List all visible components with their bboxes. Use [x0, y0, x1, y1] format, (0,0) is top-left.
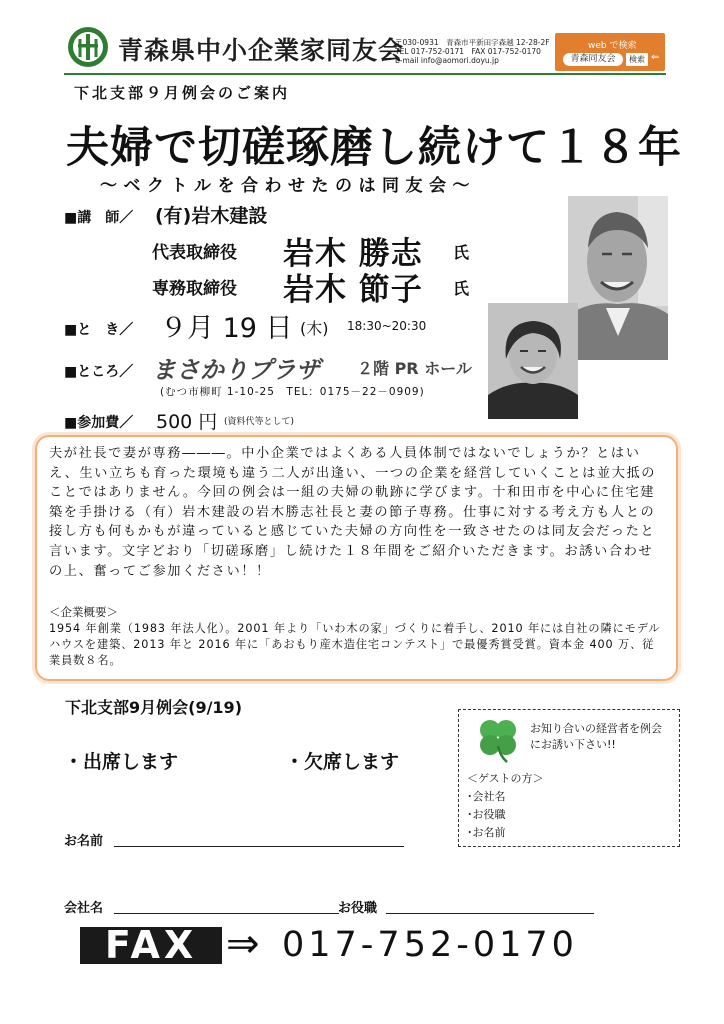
- event-title: 夫婦で切磋琢磨し続けて１８年: [66, 123, 682, 173]
- name-field[interactable]: [114, 846, 404, 847]
- speaker-honorific: 氏: [453, 243, 470, 262]
- speaker-honorific: 氏: [453, 279, 470, 298]
- venue-label: ■ところ／: [64, 364, 134, 380]
- event-time: 18:30~20:30: [347, 319, 427, 333]
- fee-label: ■参加費／: [64, 415, 134, 431]
- fee-note: (資料代等として): [224, 417, 295, 427]
- event-weekday: (木): [300, 319, 329, 338]
- guest-field-company: ･会社名: [467, 790, 506, 803]
- venue-address: (むつ市柳町 1-10-25 TEL：0175－22－0909): [160, 386, 425, 398]
- company-field-label: 会社名: [64, 901, 104, 916]
- event-description: 夫が社長で妻が専務―――。中小企業ではよくある人員体制ではないでしょうか？とはいえ、生い立ちも育った環境も違う二人が出逢い、一つの企業を経営していくことは並大抵のことではありません。今回の例会は一組の夫婦の軌跡に学びます。十和田市を中心に住宅建築を手掛ける（有）岩木建設の岩木勝志社長と妻の節子専務。仕事に対する考え方も人との接し方も何もかもが違っていると感じていた夫婦の方向性を一致させたのは同友会だったと言います。文字どおり「切磋琢磨」し続けた１８年間をご紹介いただきます。お誘い合わせの上、奮ってご参加ください！！: [49, 446, 657, 579]
- date-label: ■と き／: [64, 322, 134, 338]
- speaker-name: 岩木 勝志: [283, 236, 423, 272]
- web-search-field: 青森同友会: [563, 53, 623, 66]
- absent-option[interactable]: ・欠席します: [285, 751, 400, 773]
- company-overview: 1954 年創業（1983 年法人化）。2001 年より「いわ木の家」づくりに着手し、2010 年には自社の隣にモデルハウスを建築、2013 年と 2016 年に「あおもり産木造住宅コンテスト」で最優秀賞受賞。資本金 400 万、従業員数８名。: [49, 622, 661, 667]
- fax-number: 017-752-0170: [282, 925, 578, 965]
- venue-name: まさかりプラザ: [152, 356, 320, 384]
- speaker-name: 岩木 節子: [283, 272, 423, 308]
- company-overview-heading: ＜企業概要＞: [49, 605, 118, 619]
- speaker-role: 代表取締役: [152, 243, 237, 263]
- org-address-line: E-mail info@aomori.doyu.jp: [395, 56, 499, 65]
- branch-notice: 下北支部９月例会のご案内: [74, 84, 291, 102]
- position-field[interactable]: [386, 913, 594, 914]
- speaker-photo-wife: [488, 303, 578, 419]
- venue-hall: ２階 PR ホール: [357, 359, 472, 378]
- fax-arrow-icon: ⇒: [226, 921, 260, 967]
- org-address-line: TEL 017-752-0171 FAX 017-752-0170: [395, 47, 541, 56]
- speaker-company: (有)岩木建設: [155, 205, 268, 227]
- four-leaf-clover-icon: [476, 716, 520, 764]
- guest-heading: ＜ゲストの方＞: [467, 772, 544, 785]
- event-subtitle: ～ベクトルを合わせたのは同友会～: [100, 176, 476, 196]
- guest-invite-text: お知り合いの経営者を例会にお誘い下さい!!: [530, 722, 662, 751]
- org-address: [395, 38, 550, 65]
- org-logo: [66, 25, 110, 69]
- speaker-label: ■講 師／: [64, 210, 134, 226]
- position-field-label: お役職: [338, 901, 378, 916]
- header-divider: [64, 73, 666, 75]
- web-search-button: 検索: [626, 53, 648, 66]
- speaker-photo-husband: [568, 196, 668, 360]
- web-search-label: web で検索: [588, 41, 637, 51]
- name-field-label: お名前: [64, 834, 104, 849]
- attend-option[interactable]: ・出席します: [64, 751, 179, 773]
- org-name: 青森県中小企業家同友会: [118, 36, 405, 65]
- guest-field-name: ･お名前: [467, 826, 506, 839]
- speaker-role: 専務取締役: [152, 279, 237, 299]
- org-address-line: 〒030-0931 青森市平新田字森越 12-28-2F: [395, 38, 550, 47]
- event-date: ９月 19 日: [160, 313, 293, 344]
- reply-form-title: 下北支部9月例会(9/19): [65, 698, 243, 717]
- company-field[interactable]: [114, 913, 339, 914]
- guest-field-position: ･お役職: [467, 808, 506, 821]
- pointer-arrow-icon: ⇐: [651, 52, 660, 63]
- fee-amount: 500 円: [156, 411, 218, 433]
- fax-badge: FAX: [80, 927, 222, 964]
